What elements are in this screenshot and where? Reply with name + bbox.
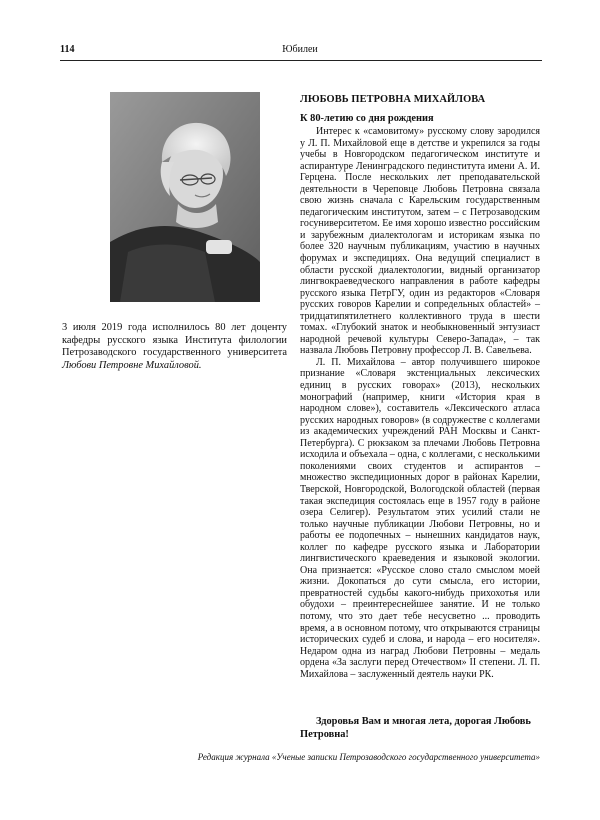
closing-wish: Здоровья Вам и многая лета, дорогая Любовь Петровна!	[300, 716, 531, 740]
paragraph-2: Л. П. Михайлова – автор получившего широкое признание «Словаря экстенциальных лексических единиц в русских говорах» (2013), нескольких монографий (например, книги «История края в народном слове»), составитель «Лексического атласа русских народных говоров» (в содружестве с коллегами из академических учреждений РАН Москвы и Санкт-Петербурга). С рюкзаком за плечами Любовь Петровна исходила и объехала – одна, с коллегами, с несколькими поколениями своих студентов и аспирантов – множество экспедиционных дорог в районах Карелии, Тверской, Новгородской, Вологодской областей (первая такая экспедиция состоялась еще в 1957 году в районе озера Селигер). Результатом этих усилий стали не только научные публикации Любови Петровны, но и работы ее подопечных – нынешних кандидатов наук, коллег по кафедре русского языка и Лаборатории лингвистического краеведения и языковой экологии. Она признается: «Русское слово стало смыслом моей жизни. Докопаться до сути смысла, его истории, превратностей судьбы какого-нибудь прихохотья или обудохи – преинтереснейшее занятие. И не только потому, что это дает тебе несусветно ... проводить время, а в основном потому, что открываются страницы исторических судеб и слова, и народа – его носителя». Недаром одна из наград Любови Петровны – медаль ордена «За заслуги перед Отечеством» II степени. Л. П. Михайлова – заслуженный деятель науки РК.	[300, 356, 540, 680]
article-body	[300, 126, 540, 680]
caption-name: Любови Петровне Михайловой.	[62, 359, 202, 371]
caption-text: 3 июля 2019 года исполнилось 80 лет доценту кафедры русского языка Института филологии Петрозаводского государственного университета	[62, 322, 287, 359]
photo-caption	[62, 322, 287, 372]
article-title: ЛЮБОВЬ ПЕТРОВНА МИХАЙЛОВА	[300, 94, 486, 105]
portrait-illustration	[110, 92, 260, 302]
page-number: 114	[60, 44, 75, 55]
article-subtitle: К 80-летию со дня рождения	[300, 113, 434, 124]
paragraph-1: Интерес к «самовитому» русскому слову зародился у Л. П. Михайловой еще в детстве и укрепился за годы учебы в Новгородском педагогическом институте и аспирантуре Ленинградского пединститута имени А. И. Герцена. После нескольких лет преподавательской деятельности в Череповце Любовь Петровна связала свою жизнь сначала с Карельским государственным педагогическим институтом, затем – с Петрозаводским госуниверситетом. Ее имя хорошо известно российским и зарубежным диалектологам и историкам языка по более 320 научным публикациям, участию в научных форумах и экспедициях. Она ведущий специалист в области русской диалектологии, видный организатор лингвокраеведческого направления в работе кафедры русского языка ПетрГУ, один из редакторов «Словаря русских говоров Карелии и сопредельных областей» – тридцатипятилетнего коллективного труда в шести томах. «Глубокий знаток и необыкновенный энтузиаст народной речевой культуры Северо-Запада», – так назвала Любовь Петровну профессор Л. В. Савельева.	[300, 126, 540, 357]
editorial-signature: Редакция журнала «Ученые записки Петрозаводского государственного университета»	[197, 752, 540, 762]
page-header	[60, 44, 540, 60]
section-title: Юбилеи	[282, 44, 318, 55]
portrait-photo	[110, 92, 260, 302]
header-rule	[60, 60, 542, 61]
